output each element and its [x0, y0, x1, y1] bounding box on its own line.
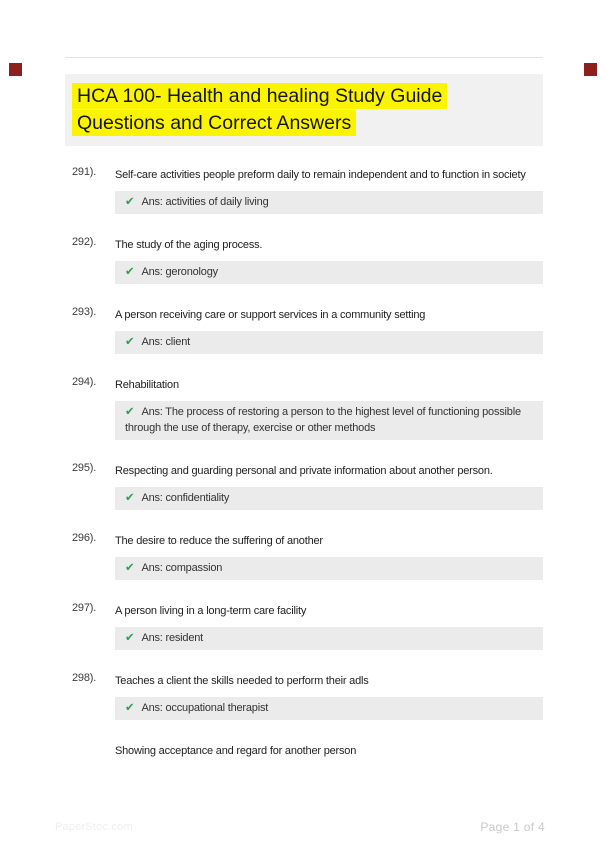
answer-text: Ans: occupational therapist: [141, 702, 269, 714]
checkmark-icon: ✔: [125, 702, 135, 714]
answer-text: Ans: activities of daily living: [141, 196, 269, 208]
answer-box: [115, 191, 543, 214]
title-highlight: HCA 100- Health and healing Study Guide Questions and Correct Answers: [72, 83, 447, 136]
qa-item: [65, 604, 543, 650]
checkmark-icon: ✔: [125, 266, 135, 278]
question-text: Rehabilitation: [115, 379, 179, 391]
header-divider: [65, 57, 543, 58]
question-row: [65, 534, 543, 549]
answer-text: Ans: geronology: [141, 266, 218, 278]
question-text: The study of the aging process.: [115, 239, 263, 251]
checkmark-icon: ✔: [125, 406, 135, 418]
qa-item: [65, 168, 543, 214]
question-row: [65, 464, 543, 479]
qa-item: [65, 534, 543, 580]
answer-box: [115, 627, 543, 650]
question-list: [65, 168, 543, 720]
question-text: A person receiving care or support services in a community setting: [115, 309, 426, 321]
answer-box: [115, 261, 543, 284]
question-number: 291).: [72, 166, 97, 178]
answer-box: [115, 401, 543, 440]
qa-item: [65, 674, 543, 720]
question-text: A person living in a long-term care facility: [115, 605, 307, 617]
checkmark-icon: ✔: [125, 562, 135, 574]
answer-text: Ans: resident: [141, 632, 204, 644]
answer-box: [115, 331, 543, 354]
answer-box: [115, 487, 543, 510]
question-number: 296).: [72, 532, 97, 544]
page-content: [65, 57, 543, 759]
checkmark-icon: ✔: [125, 196, 135, 208]
question-text: The desire to reduce the suffering of another: [115, 535, 323, 547]
question-row: [65, 238, 543, 253]
question-number: 295).: [72, 462, 97, 474]
answer-box: [115, 557, 543, 580]
qa-item: [65, 464, 543, 510]
corner-mark-left-icon: [9, 63, 22, 76]
question-row: [65, 168, 543, 183]
question-number: 297).: [72, 602, 97, 614]
answer-box: [115, 697, 543, 720]
page-indicator: Page 1 of 4: [480, 820, 545, 834]
qa-item: [65, 378, 543, 440]
question-row: [65, 378, 543, 393]
question-number: 298).: [72, 672, 97, 684]
title-block: [65, 74, 543, 146]
document-page: [0, 57, 606, 857]
corner-mark-right-icon: [584, 63, 597, 76]
qa-item: [65, 238, 543, 284]
answer-text: Ans: The process of restoring a person to the highest level of functioning possible through the use of therapy, exercise or other methods: [125, 406, 521, 434]
question-row: [65, 674, 543, 689]
checkmark-icon: ✔: [125, 632, 135, 644]
page-title: [72, 83, 492, 137]
checkmark-icon: ✔: [125, 336, 135, 348]
question-text: Teaches a client the skills needed to perform their adls: [115, 675, 369, 687]
question-number: 292).: [72, 236, 97, 248]
question-text: Self-care activities people preform daily to remain independent and to function in society: [115, 169, 526, 181]
qa-item: [65, 308, 543, 354]
question-text: Respecting and guarding personal and private information about another person.: [115, 465, 493, 477]
answer-text: Ans: confidentiality: [141, 492, 230, 504]
question-row: [65, 604, 543, 619]
answer-text: Ans: client: [141, 336, 190, 348]
question-number: 293).: [72, 306, 97, 318]
question-row: [65, 308, 543, 323]
checkmark-icon: ✔: [125, 492, 135, 504]
partial-question-text: Showing acceptance and regard for another person: [115, 745, 357, 757]
question-number: 294).: [72, 376, 97, 388]
answer-text: Ans: compassion: [141, 562, 223, 574]
watermark: PaperStoc.com: [55, 821, 133, 833]
